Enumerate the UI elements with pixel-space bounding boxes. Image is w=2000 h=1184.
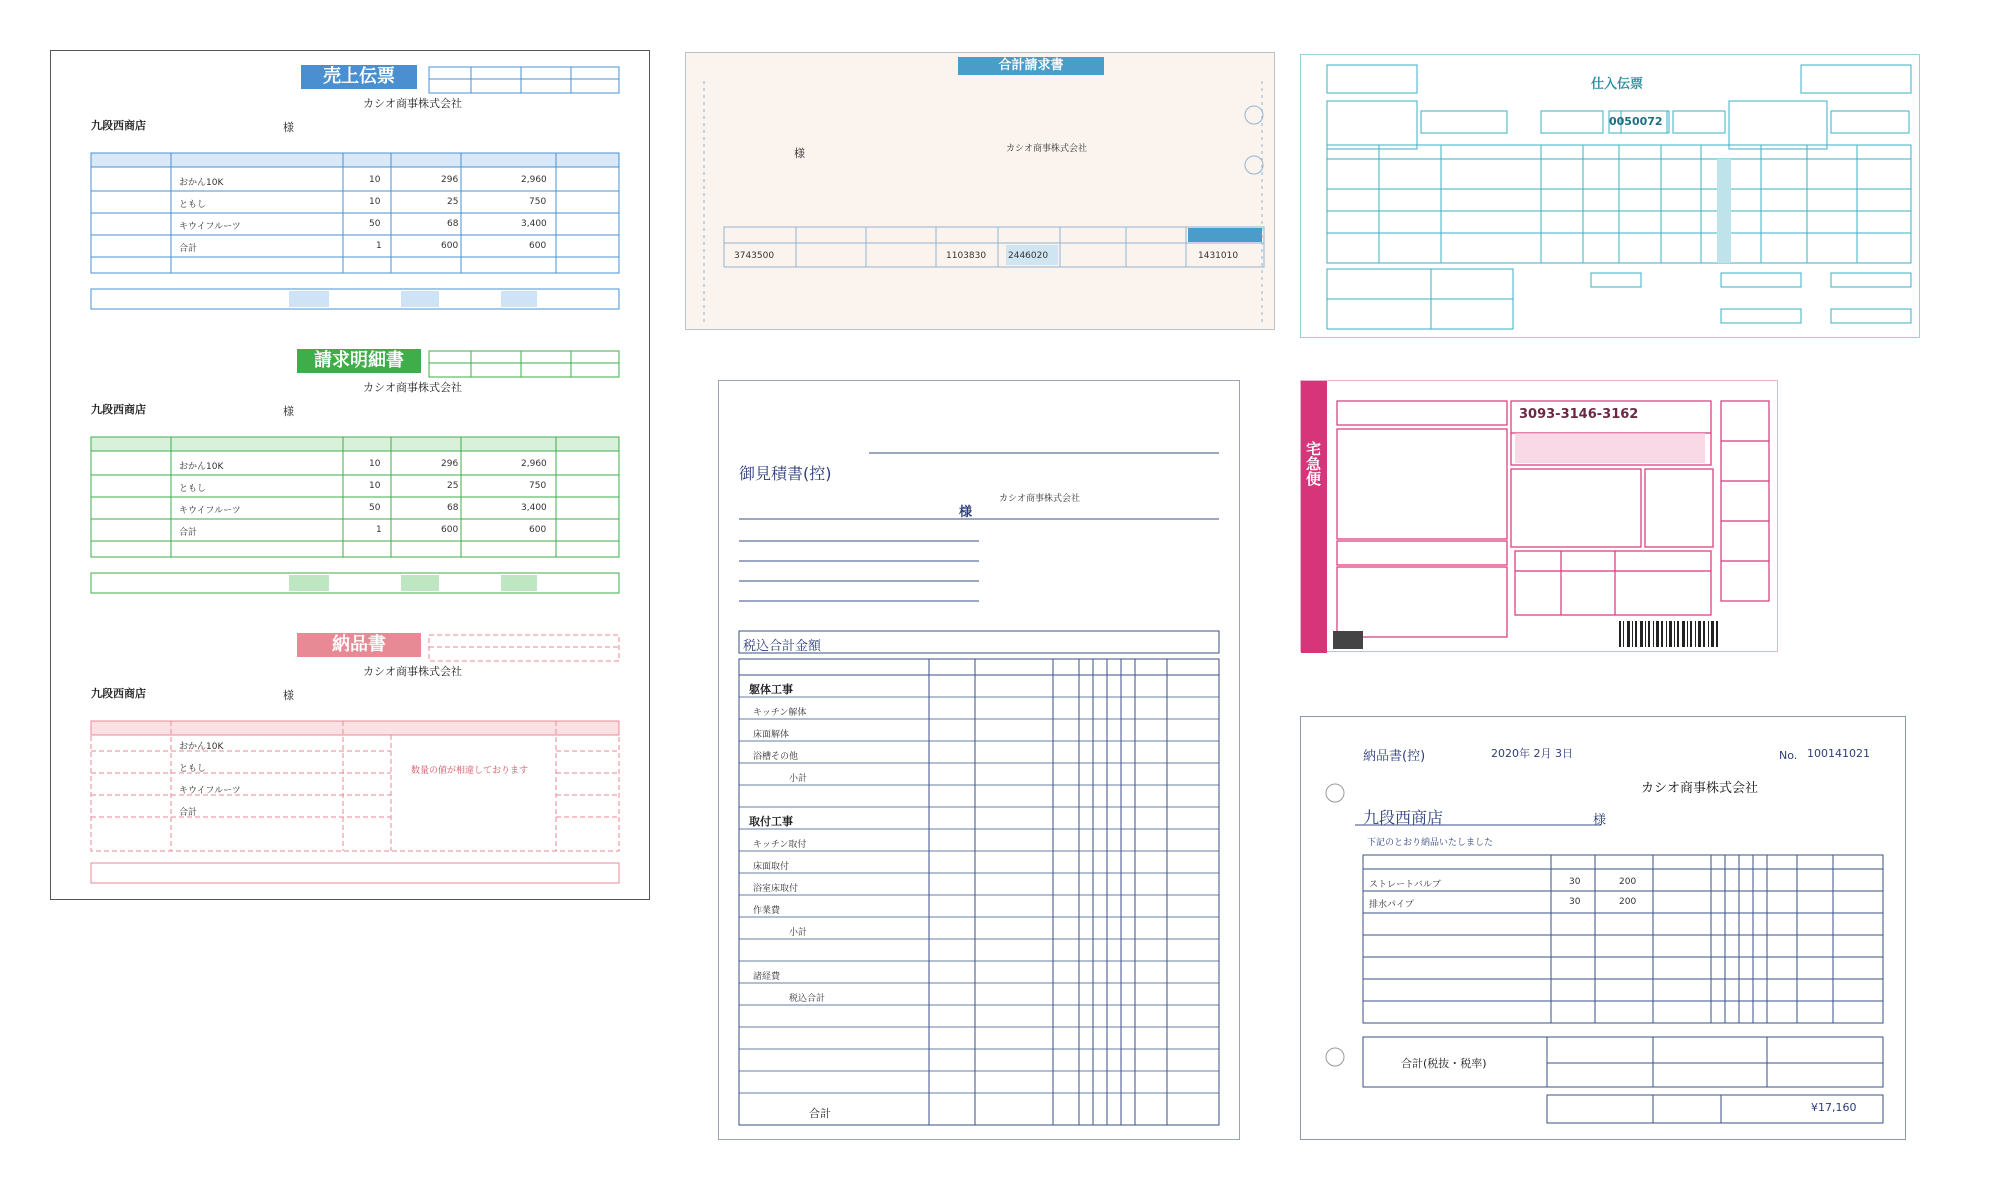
estimate-total-label: 税込合計金額: [743, 639, 822, 654]
statement-sama: 様: [283, 405, 294, 418]
delivery-note-qty-1: 30: [1569, 877, 1581, 887]
waybill-phone: 3093-3146-3162: [1519, 407, 1639, 422]
statement-price-4: 600: [441, 525, 459, 535]
statement-item-4: 合計: [179, 528, 198, 538]
combined-invoice-lines: [686, 53, 1276, 331]
delivery-item-4: 合計: [179, 808, 198, 818]
delivery-title: 納品書: [297, 633, 421, 657]
statement-qty-2: 10: [369, 481, 381, 491]
delivery-note-number-label: No.: [1779, 749, 1798, 762]
delivery-note-item-2: 排水パイプ: [1369, 900, 1414, 910]
statement-item-3: キウイフルーツ: [179, 506, 241, 516]
estimate-section-2: 取付工事: [749, 815, 793, 828]
statement-amount-4: 600: [529, 525, 547, 535]
sales-item-1: おかん10K: [179, 178, 224, 188]
estimate-total-row: 合計: [809, 1107, 831, 1120]
sales-amount-1: 2,960: [521, 175, 547, 185]
purchase-slip-number: 0050072: [1609, 115, 1663, 128]
delivery-note-company: カシオ商事株式会社: [1641, 781, 1759, 796]
form-estimate: [718, 380, 1240, 1140]
delivery-item-1: おかん10K: [179, 742, 224, 752]
statement-qty-4: 1: [376, 525, 382, 535]
delivery-note-customer: 九段西商店: [1363, 808, 1444, 827]
estimate-row2-3: 浴室床取付: [753, 884, 799, 894]
delivery-note-lines: [1301, 717, 1907, 1141]
statement-company: カシオ商事株式会社: [363, 381, 462, 394]
estimate-section-1: 躯体工事: [749, 683, 793, 696]
combined-total-3: 2446020: [1008, 251, 1049, 261]
estimate-company: カシオ商事株式会社: [999, 494, 1081, 504]
sales-amount-2: 750: [529, 197, 547, 207]
form-waybill: [1300, 380, 1778, 652]
estimate-row1-3: 浴槽その他: [753, 752, 799, 762]
form-delivery-note: [1300, 716, 1906, 1140]
sales-price-4: 600: [441, 241, 459, 251]
estimate-row2-4: 作業費: [753, 906, 781, 916]
estimate-sama: 様: [959, 505, 973, 520]
statement-price-3: 68: [447, 503, 459, 513]
delivery-item-2: ともし: [179, 764, 207, 774]
form-sales-slip-set: [50, 50, 650, 900]
sales-price-2: 25: [447, 197, 459, 207]
delivery-customer: 九段西商店: [91, 687, 146, 700]
statement-item-2: ともし: [179, 484, 207, 494]
estimate-row1-2: 床面解体: [753, 730, 790, 740]
statement-customer: 九段西商店: [91, 403, 146, 416]
statement-price-1: 296: [441, 459, 459, 469]
combined-total-1: 3743500: [734, 251, 775, 261]
combined-invoice-company: カシオ商事株式会社: [1006, 144, 1088, 154]
sales-company: カシオ商事株式会社: [363, 97, 462, 110]
sales-qty-4: 1: [376, 241, 382, 251]
delivery-sama: 様: [283, 689, 294, 702]
sales-qty-3: 50: [369, 219, 381, 229]
delivery-note-sama: 様: [1593, 813, 1607, 828]
sales-customer: 九段西商店: [91, 119, 146, 132]
sales-price-3: 68: [447, 219, 459, 229]
sales-sama: 様: [283, 121, 294, 134]
sales-price-1: 296: [441, 175, 459, 185]
sales-item-2: ともし: [179, 200, 207, 210]
statement-amount-1: 2,960: [521, 459, 547, 469]
delivery-note-date: 2020年 2月 3日: [1491, 747, 1573, 760]
combined-total-2: 1103830: [946, 251, 987, 261]
estimate-row3-1: 諸経費: [753, 972, 781, 982]
statement-qty-1: 10: [369, 459, 381, 469]
form-sales-slip-lines: [51, 51, 651, 901]
delivery-note-item-1: ストレートバルブ: [1369, 880, 1441, 890]
estimate-title: 御見積書(控): [739, 464, 832, 483]
estimate-row1-4: 小計: [789, 774, 808, 784]
statement-qty-3: 50: [369, 503, 381, 513]
delivery-note-price-2: 200: [1619, 897, 1637, 907]
sales-qty-2: 10: [369, 197, 381, 207]
delivery-note-total-label: 合計(税抜・税率): [1401, 1057, 1487, 1070]
sales-qty-1: 10: [369, 175, 381, 185]
delivery-item-3: キウイフルーツ: [179, 786, 241, 796]
combined-invoice-title: 合計請求書: [958, 57, 1104, 75]
delivery-note-qty-2: 30: [1569, 897, 1581, 907]
sales-slip-title: 売上伝票: [301, 65, 417, 89]
estimate-row2-2: 床面取付: [753, 862, 790, 872]
statement-item-1: おかん10K: [179, 462, 224, 472]
combined-invoice-addressee: 様: [794, 147, 805, 160]
estimate-row2-1: キッチン取付: [753, 840, 807, 850]
estimate-row2-5: 小計: [789, 928, 808, 938]
form-combined-invoice: [685, 52, 1275, 330]
waybill-side-text: 宅急便: [1304, 441, 1322, 486]
estimate-row1-1: キッチン解体: [753, 708, 807, 718]
sales-item-4: 合計: [179, 244, 198, 254]
purchase-slip-title: 仕入伝票: [1591, 77, 1644, 92]
delivery-note-number: 100141021: [1807, 747, 1870, 760]
statement-amount-3: 3,400: [521, 503, 547, 513]
delivery-note-title: 納品書(控): [1363, 749, 1426, 764]
delivery-note-note: 下記のとおり納品いたしました: [1367, 838, 1494, 848]
delivery-note-price-1: 200: [1619, 877, 1637, 887]
combined-total-4: 1431010: [1198, 251, 1239, 261]
statement-title: 請求明細書: [297, 349, 421, 373]
sales-amount-3: 3,400: [521, 219, 547, 229]
delivery-company: カシオ商事株式会社: [363, 665, 462, 678]
statement-price-2: 25: [447, 481, 459, 491]
purchase-slip-lines: [1301, 55, 1921, 339]
delivery-note: 数量の値が相違しております: [411, 766, 529, 776]
estimate-row3-2: 税込合計: [789, 994, 826, 1004]
statement-amount-2: 750: [529, 481, 547, 491]
sales-item-3: キウイフルーツ: [179, 222, 241, 232]
form-purchase-slip: [1300, 54, 1920, 338]
delivery-note-grand-total: ¥17,160: [1811, 1101, 1857, 1114]
sales-amount-4: 600: [529, 241, 547, 251]
